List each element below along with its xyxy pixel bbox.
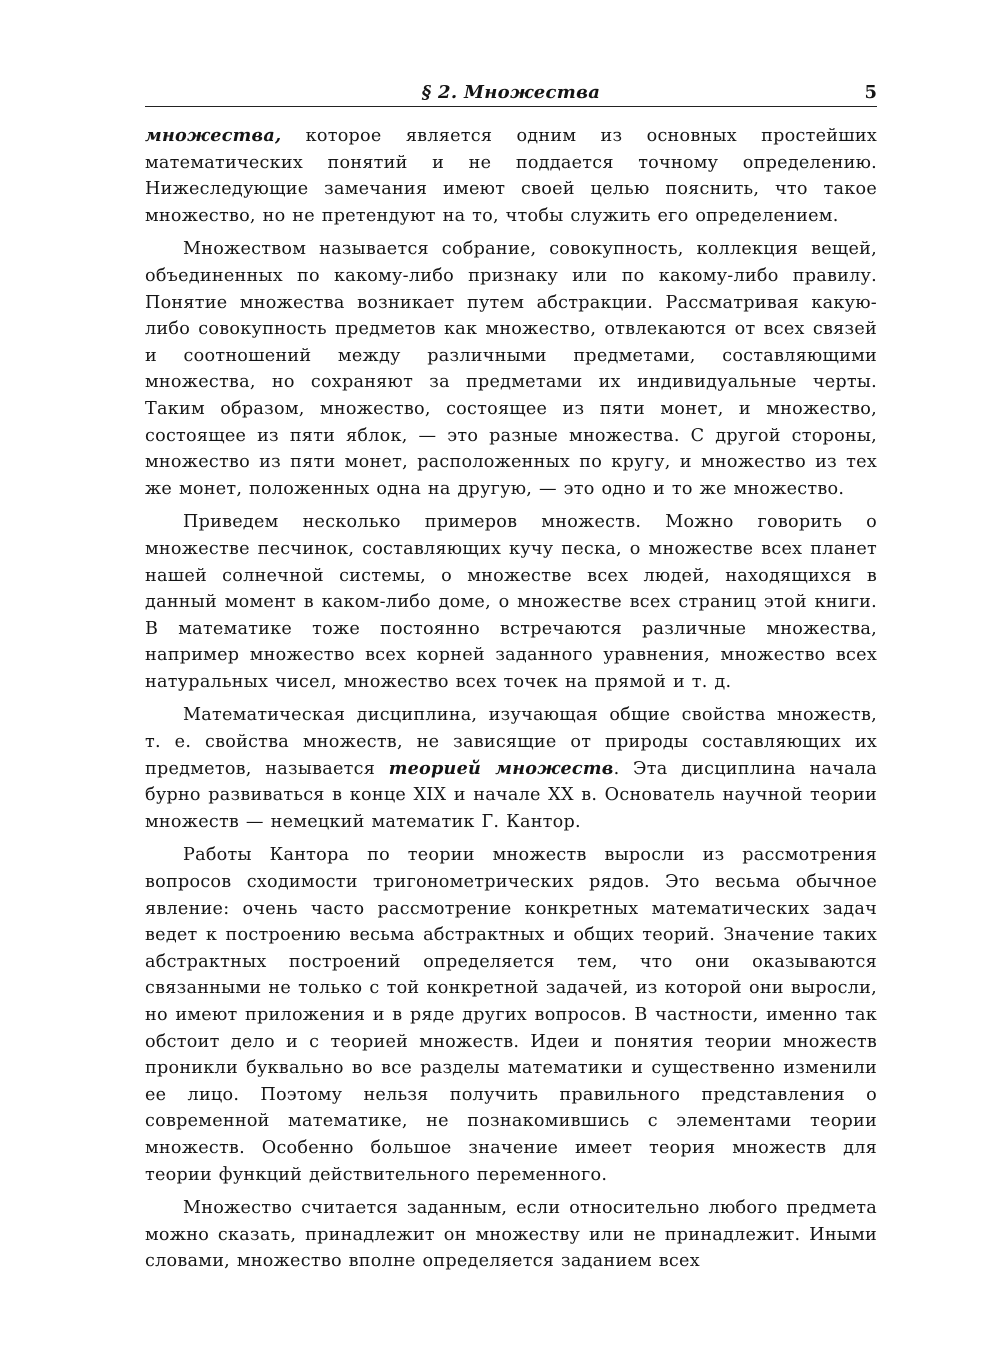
book-page — [145, 78, 877, 1282]
italic-term: теорией множеств — [388, 757, 614, 779]
running-header — [145, 78, 877, 107]
paragraph-cantor: Работы Кантора по теории множеств выросли из рассмотрения вопросов сходимости тригонометрических рядов. Это весьма обычное явление: очень часто рассмотрение конкретных математических задач ведет к построению весьма абстрактных и общих теорий. Значение таких абстрактных построений определяется тем, что они оказываются связанными не только с той конкретной задачей, из которой они выросли, но имеют приложения и в ряде других вопросов. В частности, именно так обстоит дело и с теорией множеств. Идеи и понятия теории множеств проникли буквально во все разделы математики и существенно изменили ее лицо. Поэтому нельзя получить правильного представления о современной математике, не познакомившись с элементами теории множеств. Особенно большое значение имеет теория множеств для теории функций действительного переменного. — [145, 845, 877, 1185]
section-title: § 2. Множества — [421, 82, 601, 103]
paragraph-text-after: . Эта дисциплина начала бурно развиваться в конце XIX и начале XX в. Основатель научной теории множеств — немецкий математик Г. Кантор. — [145, 758, 877, 832]
paragraph-text: которое является одним из основных простейших математических понятий и не поддается точному определению. Нижеследующие замечания имеют своей целью пояснить, что такое множество, но не претендуют на то, чтобы служить его определением. — [145, 126, 877, 226]
italic-term: множества, — [145, 125, 282, 146]
page-number: 5 — [864, 82, 877, 103]
paragraph-continuation — [145, 123, 877, 229]
main-text — [145, 123, 877, 1275]
paragraph-text-before: Математическая дисциплина, изучающая общие свойства множеств, т. е. свойства множеств, не зависящие от природы составляющих их предметов, называется — [145, 705, 877, 779]
paragraph-examples: Приведем несколько примеров множеств. Можно говорить о множестве песчинок, составляющих кучу песка, о множестве всех планет нашей солнечной системы, о множестве всех людей, находящихся в данный момент в каком-либо доме, о множестве всех страниц этой книги. В математике тоже постоянно встречаются различные множества, например множество всех корней заданного уравнения, множество всех натуральных чисел, множество всех точек на прямой и т. д. — [145, 512, 877, 692]
paragraph-definition: Множеством называется собрание, совокупность, коллекция вещей, объединенных по какому-либо признаку или по какому-либо правилу. Понятие множества возникает путем абстракции. Рассматривая какую-либо совокупность предметов как множество, отвлекаются от всех связей и соотношений между различными предметами, составляющими множества, но сохраняют за предметами их индивидуальные черты. Таким образом, множество, состоящее из пяти монет, и множество, состоящее из пяти яблок, — это разные множества. С другой стороны, множество из пяти монет, расположенных по кругу, и множество из тех же монет, положенных одна на другую, — это одно и то же множество. — [145, 239, 877, 499]
paragraph-set-given: Множество считается заданным, если относительно любого предмета можно сказать, принадлежит он множеству или не принадлежит. Иными словами, множество вполне определяется заданием всех — [145, 1198, 877, 1272]
paragraph-set-theory — [145, 702, 877, 835]
